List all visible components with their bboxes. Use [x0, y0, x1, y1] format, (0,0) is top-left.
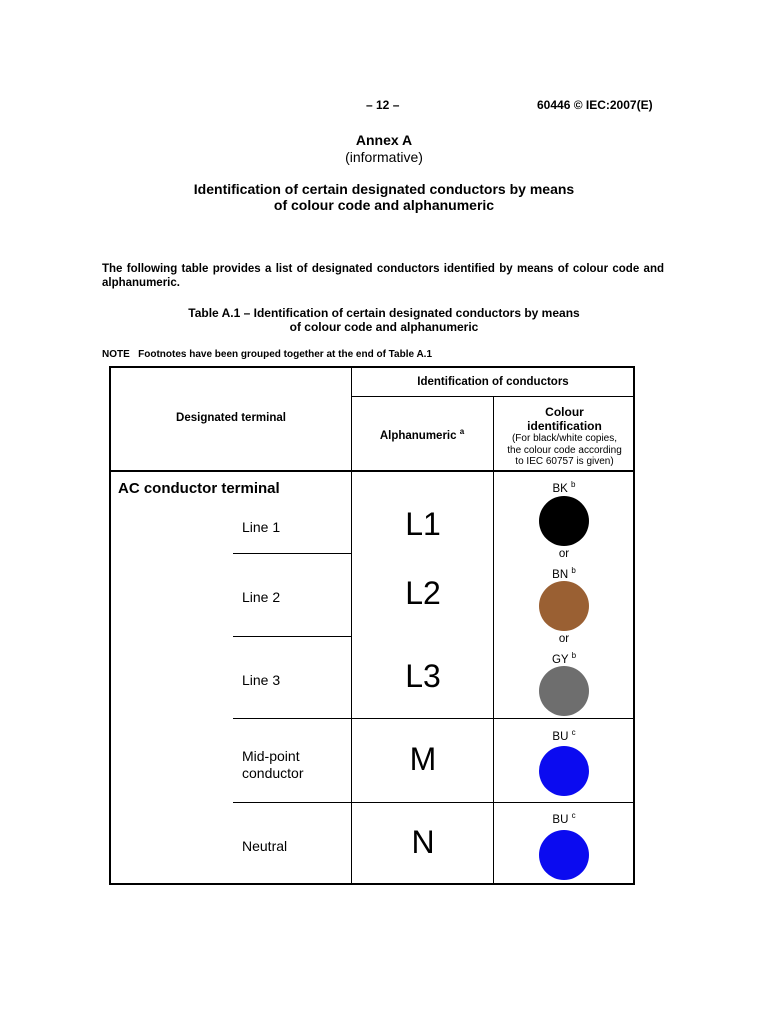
- column-header-colour: [494, 405, 635, 468]
- colour-swatch-brown: [539, 581, 589, 631]
- heading-line-2: of colour code and alphanumeric: [273, 197, 495, 213]
- table-note: NOTE Footnotes have been grouped together at the end of Table A.1: [102, 349, 433, 360]
- colour-swatch-blue: [539, 830, 589, 880]
- alphanumeric-l1: L1: [405, 506, 441, 542]
- alphanumeric-m: M: [409, 741, 437, 777]
- column-header-designated: Designated terminal: [176, 412, 286, 424]
- colour-header-line-3: (For black/white copies,: [511, 433, 618, 444]
- heading-line-1: Identification of certain designated conductors by means: [193, 181, 575, 197]
- footnote-marker: c: [571, 811, 576, 820]
- colour-code-label: BU: [552, 730, 569, 743]
- divider: [233, 718, 635, 719]
- column-header-identification: Identification of conductors: [417, 376, 569, 388]
- colour-code-label: BU: [552, 813, 569, 826]
- colour-code-label: BK: [552, 482, 568, 495]
- colour-header-line-4: the colour code according: [507, 444, 622, 456]
- colour-code-label: BN: [552, 568, 569, 581]
- row-label-mid-point-line-1: Mid-point: [242, 748, 300, 764]
- divider: [233, 553, 351, 554]
- footnote-marker: a: [459, 427, 465, 436]
- colour-swatch-blue: [539, 746, 589, 796]
- colour-code-label: GY: [551, 653, 569, 666]
- table-caption-line-2: of colour code and alphanumeric: [289, 320, 479, 334]
- colour-code-bu: [494, 811, 634, 826]
- or-label: or: [558, 548, 570, 560]
- footnote-marker: b: [571, 480, 576, 489]
- conductor-table: [109, 366, 635, 885]
- footnote-marker: b: [571, 651, 577, 660]
- table-caption-line-1: Table A.1 – Identification of certain designated conductors by means: [188, 306, 580, 320]
- footnote-marker: c: [571, 728, 576, 737]
- divider: [233, 802, 635, 803]
- column-header-alphanumeric: [351, 427, 493, 442]
- colour-header-line-5: to IEC 60757 is given): [515, 456, 614, 467]
- column-header-alphanumeric-label: Alphanumeric: [379, 429, 457, 442]
- colour-header-line-1: Colour: [545, 405, 584, 419]
- footnote-marker: b: [571, 566, 576, 575]
- divider: [111, 470, 635, 472]
- or-label: or: [558, 633, 570, 645]
- alphanumeric-l2: L2: [405, 575, 441, 611]
- row-label-neutral: Neutral: [242, 838, 288, 854]
- row-label-mid-point: [242, 748, 303, 782]
- group-label: AC conductor terminal: [118, 480, 280, 497]
- alphanumeric-n: N: [411, 824, 435, 860]
- annex-title: Annex A: [355, 132, 413, 148]
- colour-code-bu: [494, 728, 634, 743]
- colour-code-gy: [494, 651, 634, 666]
- annex-subtitle: (informative): [345, 149, 423, 165]
- standard-reference: 60446 © IEC:2007(E): [537, 98, 653, 112]
- row-label-line-1: Line 1: [242, 519, 281, 535]
- divider: [351, 368, 352, 885]
- alphanumeric-l3: L3: [405, 658, 441, 694]
- colour-code-bn: [494, 566, 634, 581]
- intro-paragraph: The following table provides a list of designated conductors identified by means of colour code and alphanumeric.: [102, 263, 664, 289]
- colour-header-line-2: identification: [527, 419, 602, 433]
- row-label-line-3: Line 3: [242, 672, 281, 688]
- row-label-mid-point-line-2: conductor: [242, 765, 304, 781]
- colour-swatch-grey: [539, 666, 589, 716]
- page-number: – 12 –: [366, 98, 400, 112]
- colour-swatch-black: [539, 496, 589, 546]
- divider: [351, 396, 635, 397]
- divider: [233, 636, 351, 637]
- row-label-line-2: Line 2: [242, 589, 281, 605]
- colour-code-bk: [494, 480, 634, 495]
